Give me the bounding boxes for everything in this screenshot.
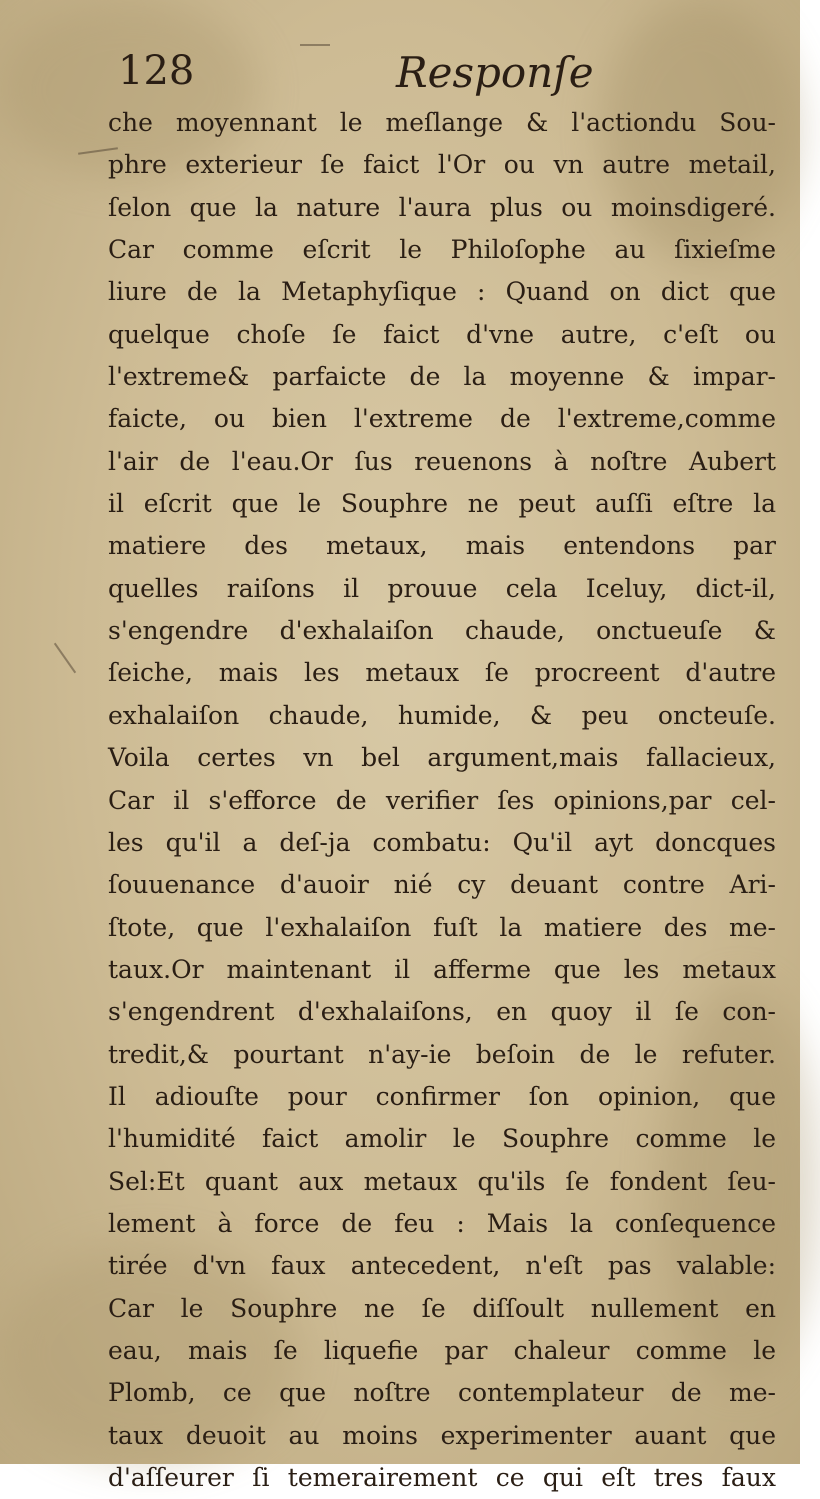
text-line: che moyennant le meſlange & l'actiondu Sou- [108,108,776,137]
page-number: 128 [118,48,195,94]
text-line: exhalaiſon chaude, humide, & peu oncteuſe. [108,700,776,730]
text-line: Car le Souphre ne ſe diſſoult nullement en [108,1293,776,1323]
text-line: quelque choſe ſe faict d'vne autre, c'eſt ou [108,319,776,349]
text-line: l'humidité faict amolir le Souphre comme le [108,1124,776,1154]
text-line: Il adiouſte pour confirmer ſon opinion, que [108,1081,776,1111]
page-header [118,48,778,100]
text-line: tredit,& pourtant n'ay-ie beſoin de le refuter. [108,1039,776,1069]
text-line: l'air de l'eau.Or ſus reuenons à noſtre Aubert [108,446,776,476]
text-line: il eſcrit que le Souphre ne peut auſſi eſtre la [108,489,776,519]
running-title: Responſe [396,48,594,97]
text-line: faicte, ou bien l'extreme de l'extreme,comme [108,404,776,434]
text-line: tirée d'vn faux antecedent, n'eſt pas valable: [108,1251,776,1281]
text-line: Sel:Et quant aux metaux qu'ils ſe fondent ſeu- [108,1166,776,1196]
body-text [108,102,776,1499]
text-line: taux deuoit au moins experimenter auant que [108,1420,776,1450]
text-line: d'aſſeurer ſi temerairement ce qui eſt tres faux [108,1463,776,1492]
text-line: matiere des metaux, mais entendons par [108,531,776,561]
margin-mark [54,643,76,674]
text-line: Car il s'efforce de verifier ſes opinions,par cel- [108,785,776,815]
text-line: taux.Or maintenant il afferme que les metaux [108,954,776,984]
text-line: s'engendre d'exhalaiſon chaude, onctueuſe & [108,616,776,646]
text-line: quelles raiſons il prouue cela Iceluy, dict-il, [108,573,776,603]
text-line: Car comme eſcrit le Philoſophe au ſixieſme [108,235,776,265]
margin-mark [300,44,330,46]
text-line: ſeiche, mais les metaux ſe procreent d'autre [108,658,776,688]
text-line: phre exterieur ſe faict l'Or ou vn autre metail, [108,150,776,180]
text-line: eau, mais ſe liquefie par chaleur comme le [108,1335,776,1365]
text-line: Plomb, ce que noſtre contemplateur de me- [108,1378,776,1408]
text-line: Voila certes vn bel argument,mais fallacieux, [108,743,776,773]
text-line: ſouuenance d'auoir nié cy deuant contre Ari- [108,870,776,900]
text-line: s'engendrent d'exhalaiſons, en quoy il ſe con- [108,997,776,1027]
text-line: ſelon que la nature l'aura plus ou moinsdigeré. [108,192,776,222]
text-line: liure de la Metaphyſique : Quand on dict que [108,277,776,307]
text-line: l'extreme& parfaicte de la moyenne & impar- [108,362,776,392]
text-line: ſtote, que l'exhalaiſon fuſt la matiere des me- [108,912,776,942]
text-line: lement à force de feu : Mais la conſequence [108,1208,776,1238]
text-line: les qu'il a deſ-ja combatu: Qu'il ayt doncques [108,827,776,857]
